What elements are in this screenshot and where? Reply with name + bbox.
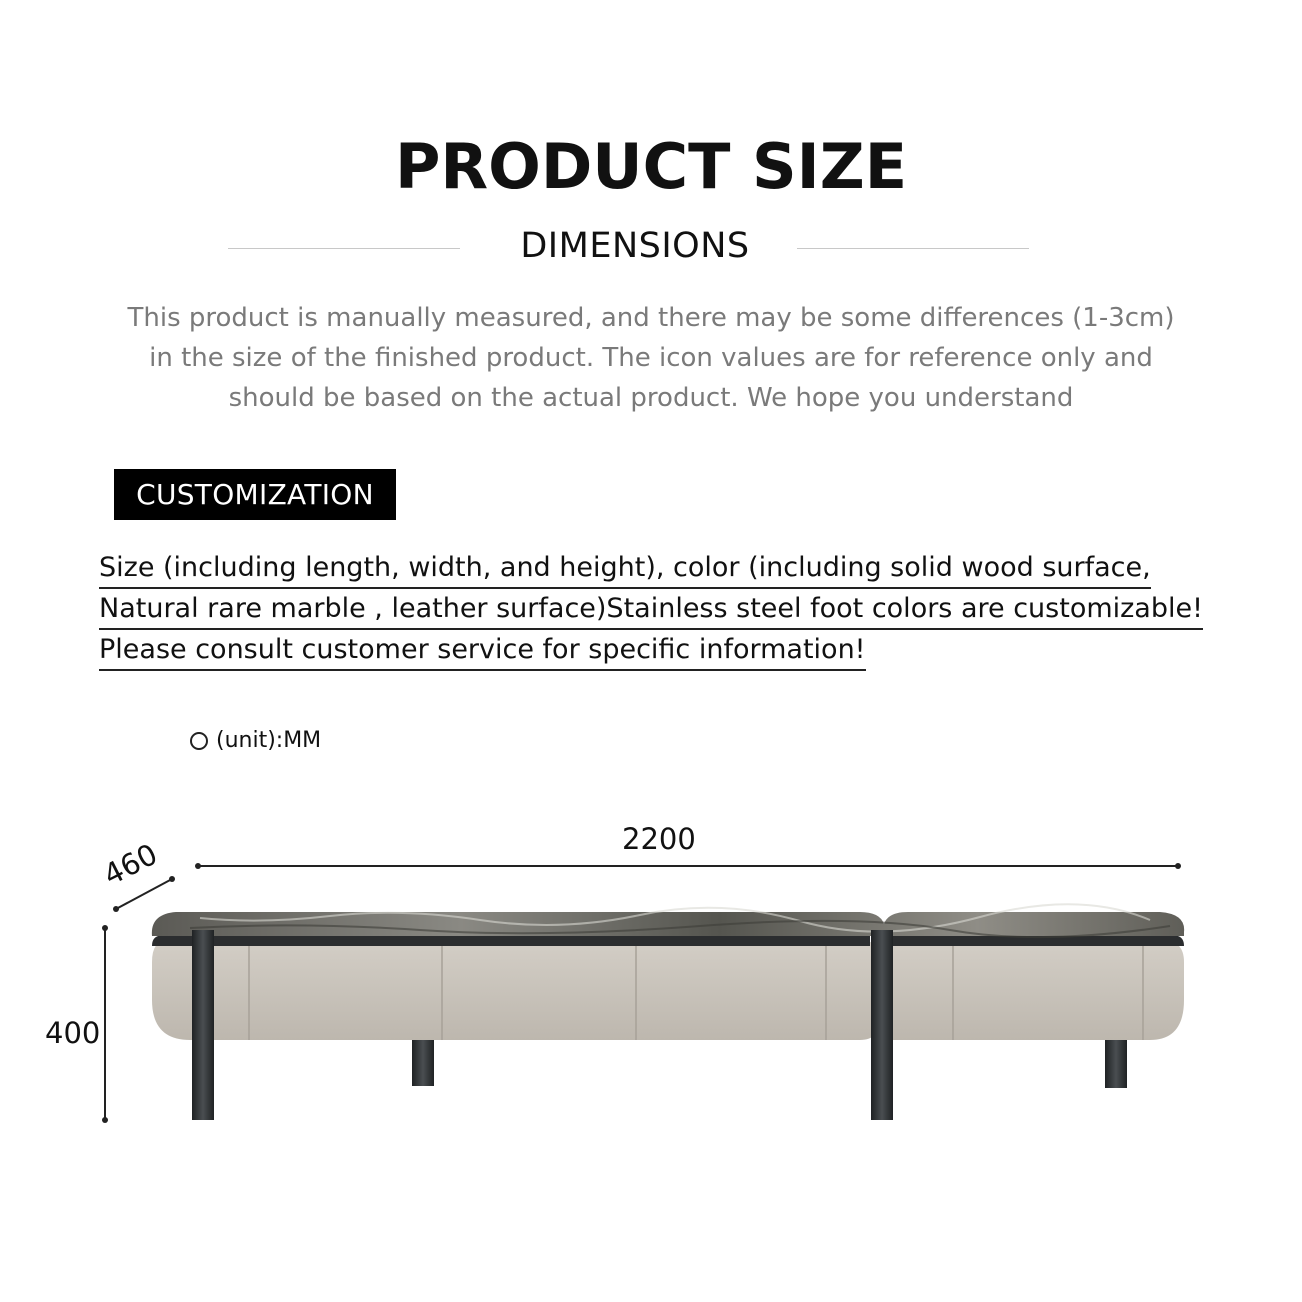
height-value: 400 bbox=[45, 1016, 101, 1050]
unit-label: (unit):MM bbox=[216, 728, 322, 753]
page-subtitle: DIMENSIONS bbox=[520, 226, 750, 266]
customization-line: Please consult customer service for specific information! bbox=[99, 632, 866, 671]
cabinet-right-body bbox=[885, 940, 1184, 1040]
height-dimension-line bbox=[102, 925, 108, 1123]
marble-top bbox=[152, 912, 1184, 936]
tv-cabinet bbox=[152, 904, 1184, 1120]
page-title: PRODUCT SIZE bbox=[394, 130, 908, 203]
width-value: 2200 bbox=[622, 822, 696, 856]
customization-line: Size (including length, width, and height), color (including solid wood surface, bbox=[99, 550, 1151, 589]
front-leg-left bbox=[192, 930, 214, 1120]
intro-line: This product is manually measured, and there may be some differences (1-3cm) bbox=[127, 303, 1175, 333]
back-leg-left bbox=[412, 1040, 434, 1086]
customization-badge: CUSTOMIZATION bbox=[114, 469, 396, 520]
front-leg-middle bbox=[871, 930, 893, 1120]
back-leg-right bbox=[1105, 1040, 1127, 1088]
width-dimension-line bbox=[195, 863, 1181, 869]
intro-line: should be based on the actual product. We hope you understand bbox=[228, 383, 1074, 413]
cabinet-left-body bbox=[152, 940, 880, 1040]
intro-line: in the size of the finished product. The icon values are for reference only and bbox=[149, 343, 1153, 373]
customization-line: Natural rare marble , leather surface)Stainless steel foot colors are customizable! bbox=[99, 591, 1203, 630]
depth-value: 460 bbox=[98, 836, 163, 893]
